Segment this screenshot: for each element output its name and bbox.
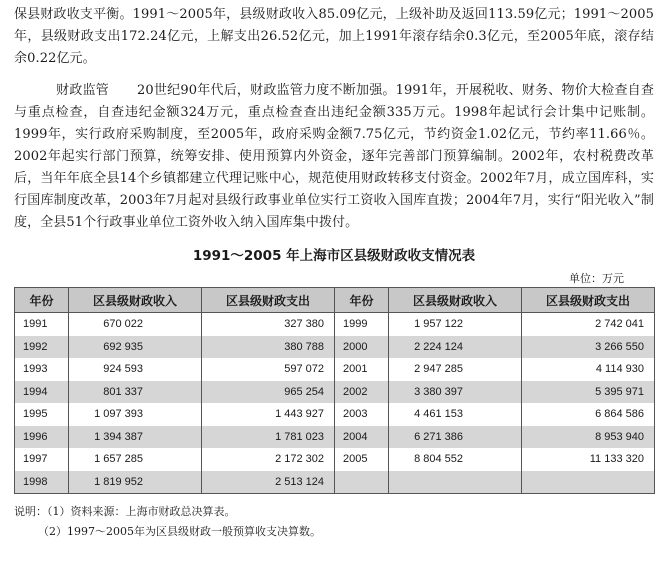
table-cell: 1992	[15, 336, 69, 359]
table-cell: 1997	[15, 448, 69, 471]
table-cell: 2 224 124	[389, 336, 522, 359]
table-cell: 2003	[335, 403, 389, 426]
table-cell: 1 443 927	[202, 403, 335, 426]
column-header: 区县级财政支出	[522, 288, 655, 313]
table-row	[15, 381, 655, 404]
table-header-row	[15, 288, 655, 313]
table-cell: 6 271 386	[389, 426, 522, 449]
column-header: 年份	[335, 288, 389, 313]
table-cell: 801 337	[69, 381, 202, 404]
column-header: 区县级财政收入	[69, 288, 202, 313]
table-cell: 1 097 393	[69, 403, 202, 426]
table-cell: 692 935	[69, 336, 202, 359]
paragraph-fiscal-balance	[14, 4, 654, 70]
table-cell: 11 133 320	[522, 448, 655, 471]
table-row	[15, 426, 655, 449]
table-cell: 2 172 302	[202, 448, 335, 471]
paragraph-text: 20世纪90年代后，财政监管力度不断加强。1991年，开展税收、财务、物价大检查自查与重点检查，自查违纪金额324万元，重点检查查出违纪金额335万元。1998年起试行会计集中记账制。1999年，实行政府采购制度，至2005年，政府采购金额7.75亿元，节约资金1.02亿元，节约率11.66％。2002年起实行部门预算，统筹安排、使用预算内外资金，逐年完善部门预算编制。2002年，农村税费改革后，当年年底全县14个乡镇都建立代理记账中心，规范使用财政转移支付资金。2002年7月，成立国库科，实行国库制度改革，2003年7月起对县级行政事业单位实行工资收入国库直拨；2004年7月，实行“阳光收入”制度，全县51个行政事业单位工资外收入纳入国库集中拨付。	[14, 83, 654, 230]
table-row	[15, 471, 655, 494]
table-cell: 1 394 387	[69, 426, 202, 449]
section-heading: 财政监管	[56, 83, 110, 98]
table-cell: 327 380	[202, 313, 335, 336]
fiscal-table	[14, 287, 655, 494]
table-cell: 380 788	[202, 336, 335, 359]
table-cell: 8 953 940	[522, 426, 655, 449]
table-cell: 2001	[335, 358, 389, 381]
table-cell: 1998	[15, 471, 69, 494]
table-cell	[335, 471, 389, 494]
table-row	[15, 313, 655, 336]
table-row	[15, 403, 655, 426]
table-cell: 1 657 285	[69, 448, 202, 471]
table-row	[15, 358, 655, 381]
table-cell: 2005	[335, 448, 389, 471]
table-cell: 2002	[335, 381, 389, 404]
table-cell: 924 593	[69, 358, 202, 381]
table-cell: 5 395 971	[522, 381, 655, 404]
table-cell: 3 380 397	[389, 381, 522, 404]
table-title: 1991～2005 年上海市区县级财政收支情况表	[192, 248, 476, 264]
table-notes	[14, 502, 321, 542]
table-cell: 6 864 586	[522, 403, 655, 426]
table-cell: 1999	[335, 313, 389, 336]
table-cell	[389, 471, 522, 494]
column-header: 区县级财政收入	[389, 288, 522, 313]
paragraph-text: 保县财政收支平衡。1991～2005年，县级财政收入85.09亿元，上级补助及返回113.59亿元；1991～2005年，县级财政支出172.24亿元，上解支出26.52亿元，加上1991年滚存结余0.3亿元，至2005年底，滚存结余0.22亿元。	[14, 7, 654, 66]
table-cell: 1991	[15, 313, 69, 336]
table-cell: 2 947 285	[389, 358, 522, 381]
table-cell: 1 819 952	[69, 471, 202, 494]
table-cell: 597 072	[202, 358, 335, 381]
table-row	[15, 336, 655, 359]
table-cell: 1996	[15, 426, 69, 449]
table-cell: 4 114 930	[522, 358, 655, 381]
table-cell: 965 254	[202, 381, 335, 404]
table-cell: 2 513 124	[202, 471, 335, 494]
table-cell	[522, 471, 655, 494]
table-cell: 1994	[15, 381, 69, 404]
table-cell: 1 957 122	[389, 313, 522, 336]
table-cell: 670 022	[69, 313, 202, 336]
note-source: 说明：（1）资料来源：上海市财政总决算表。	[14, 505, 236, 518]
table-cell: 2000	[335, 336, 389, 359]
table-cell: 2004	[335, 426, 389, 449]
note-scope: （2）1997～2005年为区县级财政一般预算收支决算数。	[38, 525, 321, 538]
table-cell: 1995	[15, 403, 69, 426]
table-cell: 1993	[15, 358, 69, 381]
paragraph-fiscal-supervision	[14, 80, 654, 234]
column-header: 区县级财政支出	[202, 288, 335, 313]
table-cell: 1 781 023	[202, 426, 335, 449]
table-row	[15, 448, 655, 471]
unit-label: 单位：万元	[569, 272, 624, 285]
table-cell: 3 266 550	[522, 336, 655, 359]
column-header: 年份	[15, 288, 69, 313]
table-cell: 8 804 552	[389, 448, 522, 471]
table-cell: 4 461 153	[389, 403, 522, 426]
table-cell: 2 742 041	[522, 313, 655, 336]
